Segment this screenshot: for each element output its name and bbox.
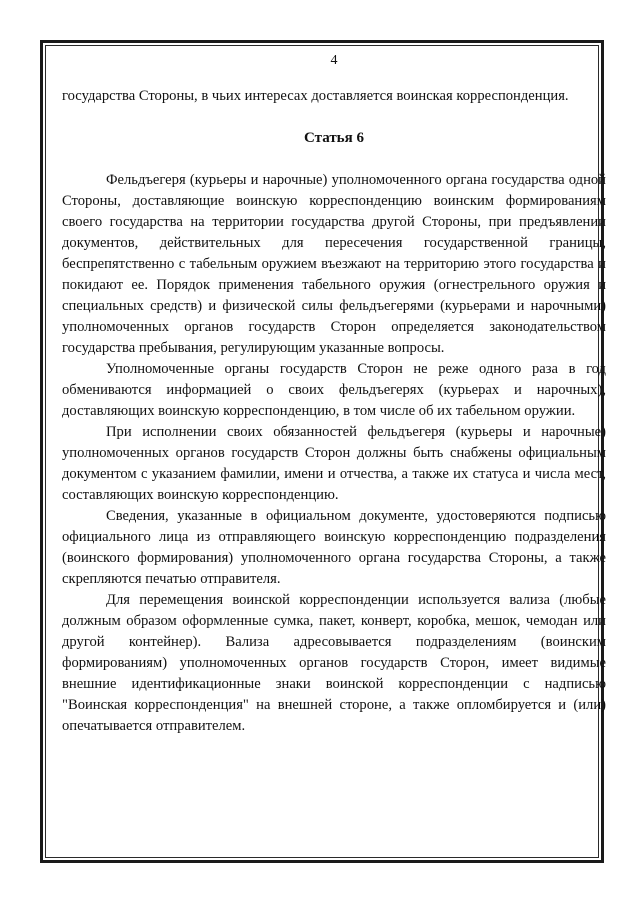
intro-paragraph: государства Стороны, в чьих интересах доставляется воинская корреспонденция. <box>62 88 569 104</box>
article-paragraph: Уполномоченные органы государств Сторон не реже одного раза в год обмениваются информацией о своих фельдъегерях (курьерах и нарочных), доставляющих воинскую корреспонденцию, в том числе об их табельном оружии. <box>62 361 606 419</box>
article-paragraph: При исполнении своих обязанностей фельдъегеря (курьеры и нарочные) уполномоченных органов государств Сторон должны быть снабжены официальным документом с указанием фамилии, имени и отчества, а также их статуса и числа мест, составляющих воинскую корреспонденцию. <box>62 424 606 503</box>
page-number: 4 <box>330 53 338 68</box>
article-heading: Статья 6 <box>304 130 364 146</box>
document-body <box>62 52 606 737</box>
article-paragraph: Для перемещения воинской корреспонденции используется вализа (любые должным образом оформленные сумка, пакет, конверт, коробка, мешок, чемодан или другой контейнер). Вализа адресовывается подразделениям (воинским формированиям) уполномоченных органов государств Сторон, имеет видимые внешние идентификационные знаки воинской корреспонденции с надписью "Воинская корреспонденция" на внешней стороне, а также опломбируется и (или) опечатывается отправителем. <box>62 592 606 734</box>
article-paragraph: Фельдъегеря (курьеры и нарочные) уполномоченного органа государства одной Стороны, доставляющие воинскую корреспонденцию воинским формированиям своего государства на территории государства другой Стороны, при предъявлении документов, действительных для пересечения государственной границы, беспрепятственно с табельным оружием въезжают на территорию этого государства и покидают ее. Порядок применения табельного оружия (огнестрельного оружия и специальных средств) и физической силы фельдъегерями (курьерами и нарочными) уполномоченных органов государств Сторон определяется законодательством государства пребывания, регулирующим указанные вопросы. <box>62 172 606 356</box>
article-paragraph: Сведения, указанные в официальном документе, удостоверяются подписью официального лица из отправляющего воинскую корреспонденцию подразделения (воинского формирования) уполномоченного органа государства Стороны, а также скрепляются печатью отправителя. <box>62 508 606 587</box>
